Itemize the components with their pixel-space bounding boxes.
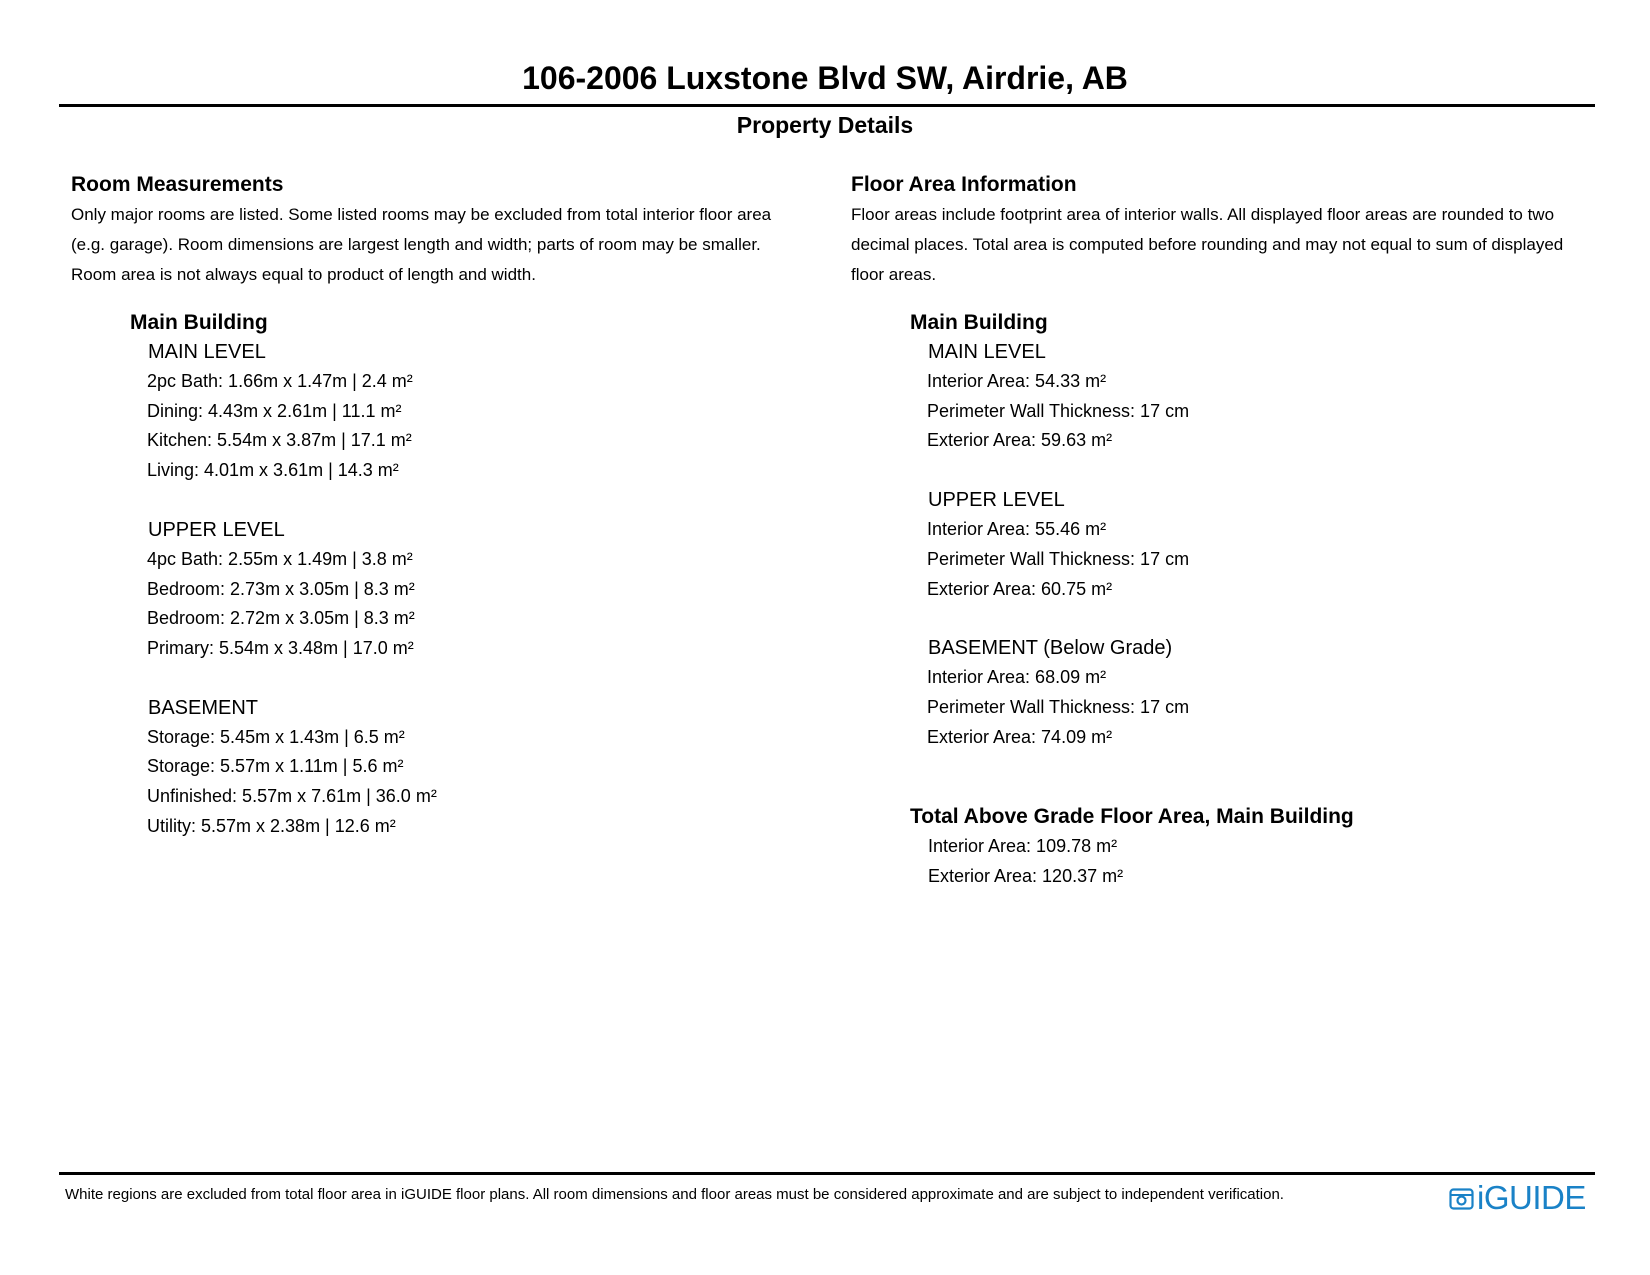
level-block <box>130 516 811 664</box>
area-item: Perimeter Wall Thickness: 17 cm <box>927 696 1190 717</box>
room-item: Bedroom: 2.72m x 3.05m | 8.3 m² <box>147 608 415 629</box>
footer-disclaimer: White regions are excluded from total floor area in iGUIDE floor plans. All room dimensions and floor areas must be considered approximate and are subject to independent verification. <box>65 1186 1284 1203</box>
iguide-logo <box>1449 1181 1586 1215</box>
room-item: 2pc Bath: 1.66m x 1.47m | 2.4 m² <box>147 371 413 391</box>
level-block <box>130 694 811 842</box>
building-group <box>130 308 811 841</box>
room-item: Storage: 5.45m x 1.43m | 6.5 m² <box>147 726 405 747</box>
floor-area-note-line: Floor areas include footprint area of interior walls. All displayed floor areas are rounded to two <box>851 205 1555 224</box>
area-item: Interior Area: 68.09 m² <box>927 667 1107 688</box>
level-name: UPPER LEVEL <box>928 489 1065 512</box>
level-name: MAIN LEVEL <box>148 341 266 363</box>
room-item: Living: 4.01m x 3.61m | 14.3 m² <box>147 460 399 481</box>
area-item: Exterior Area: 74.09 m² <box>927 726 1113 747</box>
level-name: BASEMENT (Below Grade) <box>928 637 1173 660</box>
room-measurements-note-line: Room area is not always equal to product of length and width. <box>71 265 536 284</box>
level-block <box>130 338 811 486</box>
area-item: Exterior Area: 60.75 m² <box>927 578 1113 599</box>
area-item: Perimeter Wall Thickness: 17 cm <box>927 548 1190 569</box>
room-measurements-note-line: (e.g. garage). Room dimensions are largest length and width; parts of room may be smaller. <box>71 235 761 254</box>
logo-wordmark: iGUIDE <box>1477 1179 1586 1216</box>
room-item: Bedroom: 2.73m x 3.05m | 8.3 m² <box>147 578 415 599</box>
floor-area-heading: Floor Area Information <box>851 173 1077 196</box>
level-block <box>910 634 1611 752</box>
floor-area-section <box>851 170 1611 892</box>
room-measurements-note-line: Only major rooms are listed. Some listed rooms may be excluded from total interior floor area <box>71 205 772 224</box>
room-item: Kitchen: 5.54m x 3.87m | 17.1 m² <box>147 430 412 451</box>
building-name: Main Building <box>130 311 268 334</box>
room-item: Utility: 5.57m x 2.38m | 12.6 m² <box>147 815 396 836</box>
area-item: Interior Area: 54.33 m² <box>927 371 1107 391</box>
level-block <box>910 486 1611 604</box>
room-item: Storage: 5.57m x 1.11m | 5.6 m² <box>147 756 404 777</box>
area-item: Interior Area: 55.46 m² <box>927 519 1107 540</box>
title-divider <box>59 104 1595 107</box>
total-area-item: Interior Area: 109.78 m² <box>928 836 1118 857</box>
room-measurements-section <box>71 170 811 871</box>
level-name: UPPER LEVEL <box>148 518 285 541</box>
building-group <box>910 308 1611 892</box>
floor-area-note-line: decimal places. Total area is computed before rounding and may not equal to sum of displayed <box>851 235 1564 254</box>
area-item: Perimeter Wall Thickness: 17 cm <box>927 400 1190 421</box>
room-item: Primary: 5.54m x 3.48m | 17.0 m² <box>147 637 414 658</box>
area-item: Exterior Area: 59.63 m² <box>927 430 1113 451</box>
room-item: 4pc Bath: 2.55m x 1.49m | 3.8 m² <box>147 548 413 569</box>
room-measurements-heading: Room Measurements <box>71 173 284 196</box>
camera-icon <box>1449 1186 1474 1211</box>
floor-area-note-line: floor areas. <box>851 265 937 284</box>
page-title: 106-2006 Luxstone Blvd SW, Airdrie, AB <box>522 60 1128 96</box>
page-subtitle: Property Details <box>736 112 914 138</box>
building-name: Main Building <box>910 311 1048 334</box>
level-name: MAIN LEVEL <box>928 341 1046 363</box>
total-area-item: Exterior Area: 120.37 m² <box>928 866 1124 887</box>
room-item: Dining: 4.43m x 2.61m | 11.1 m² <box>147 400 402 421</box>
level-name: BASEMENT <box>148 696 259 719</box>
room-item: Unfinished: 5.57m x 7.61m | 36.0 m² <box>147 786 437 807</box>
level-block <box>910 338 1611 456</box>
total-area-heading: Total Above Grade Floor Area, Main Building <box>910 805 1354 829</box>
footer-divider <box>59 1172 1595 1175</box>
